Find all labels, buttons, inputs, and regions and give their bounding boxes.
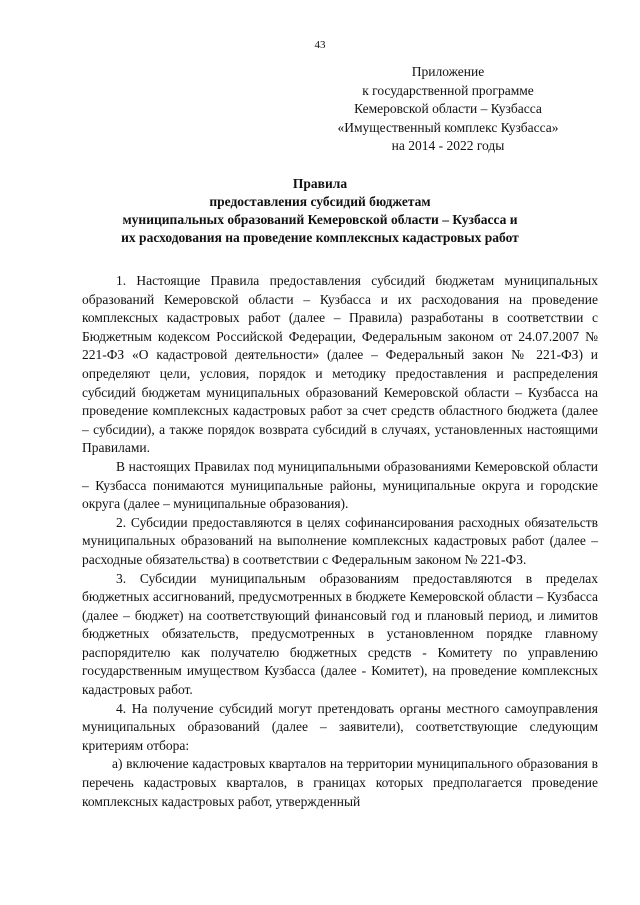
appendix-line: Приложение — [411, 64, 485, 79]
title-line: предоставления субсидий бюджетам — [209, 194, 431, 209]
paragraph-4a: а) включение кадастровых кварталов на территории муниципального образования в перечень кадастровых кварталов, в границах которых предполагается проведение комплексных кадастровых работ, утвержденный — [82, 756, 598, 809]
paragraph-1: 1. Настоящие Правила предоставления субсидий бюджетам муниципальных образований Кемеровской области – Кузбасса и их расходования на проведение комплексных кадастровых работ (далее – Правила) разработаны в соответствии с Бюджетным кодексом Российской Федерации, Федеральным законом от 24.07.2007 № 221-ФЗ «О кадастровой деятельности» (далее – Федеральный закон № 221-ФЗ) и определяют цели, условия, порядок и методику предоставления и распределения субсидий бюджетам муниципальных образований Кемеровской области – Кузбасса на проведение комплексных кадастровых работ за счет средств областного бюджета (далее – субсидии), а также порядок возврата субсидий в случаях, установленных настоящими Правилами. — [82, 273, 598, 456]
paragraph-2: 2. Субсидии предоставляются в целях софинансирования расходных обязательств муниципальных образований на выполнение комплексных кадастровых работ (далее – расходные обязательства) в соответствии с Федеральным законом № 221-ФЗ. — [82, 514, 598, 567]
title-line: их расходования на проведение комплексных кадастровых работ — [121, 230, 519, 245]
paragraph-3: 3. Субсидии муниципальным образованиям предоставляются в пределах бюджетных ассигнований, предусмотренных в бюджете Кемеровской области – Кузбасса (далее – бюджет) на соответствующий финансовый год и плановый период, и лимитов бюджетных обязательств, предусмотренных в установленном порядке главному распорядителю как получателю бюджетных средств - Комитету по управлению государственным имуществом Кузбасса (далее - Комитет), на проведение комплексных кадастровых работ. — [82, 570, 598, 698]
document-title — [70, 175, 570, 247]
document-body — [82, 272, 598, 811]
paragraph-4: 4. На получение субсидий могут претендовать органы местного самоуправления муниципальных образований (далее – заявители), соответствующие следующим критериям отбора: — [82, 700, 598, 753]
appendix-line: к государственной программе — [362, 82, 534, 98]
appendix-line: на 2014 - 2022 годы — [391, 138, 505, 153]
appendix-line: «Имущественный комплекс Кузбасса» — [337, 119, 559, 135]
page-number: 43 — [314, 39, 326, 51]
title-line: Правила — [292, 176, 348, 191]
appendix-line: Кемеровской области – Кузбасса — [354, 101, 542, 116]
title-line: муниципальных образований Кемеровской области – Кузбасса и — [122, 212, 518, 227]
appendix-block — [300, 63, 596, 156]
paragraph-1-definition: В настоящих Правилах под муниципальными образованиями Кемеровской области – Кузбасса понимаются муниципальные районы, муниципальные округа и городские округа (далее – муниципальные образования). — [82, 458, 598, 512]
